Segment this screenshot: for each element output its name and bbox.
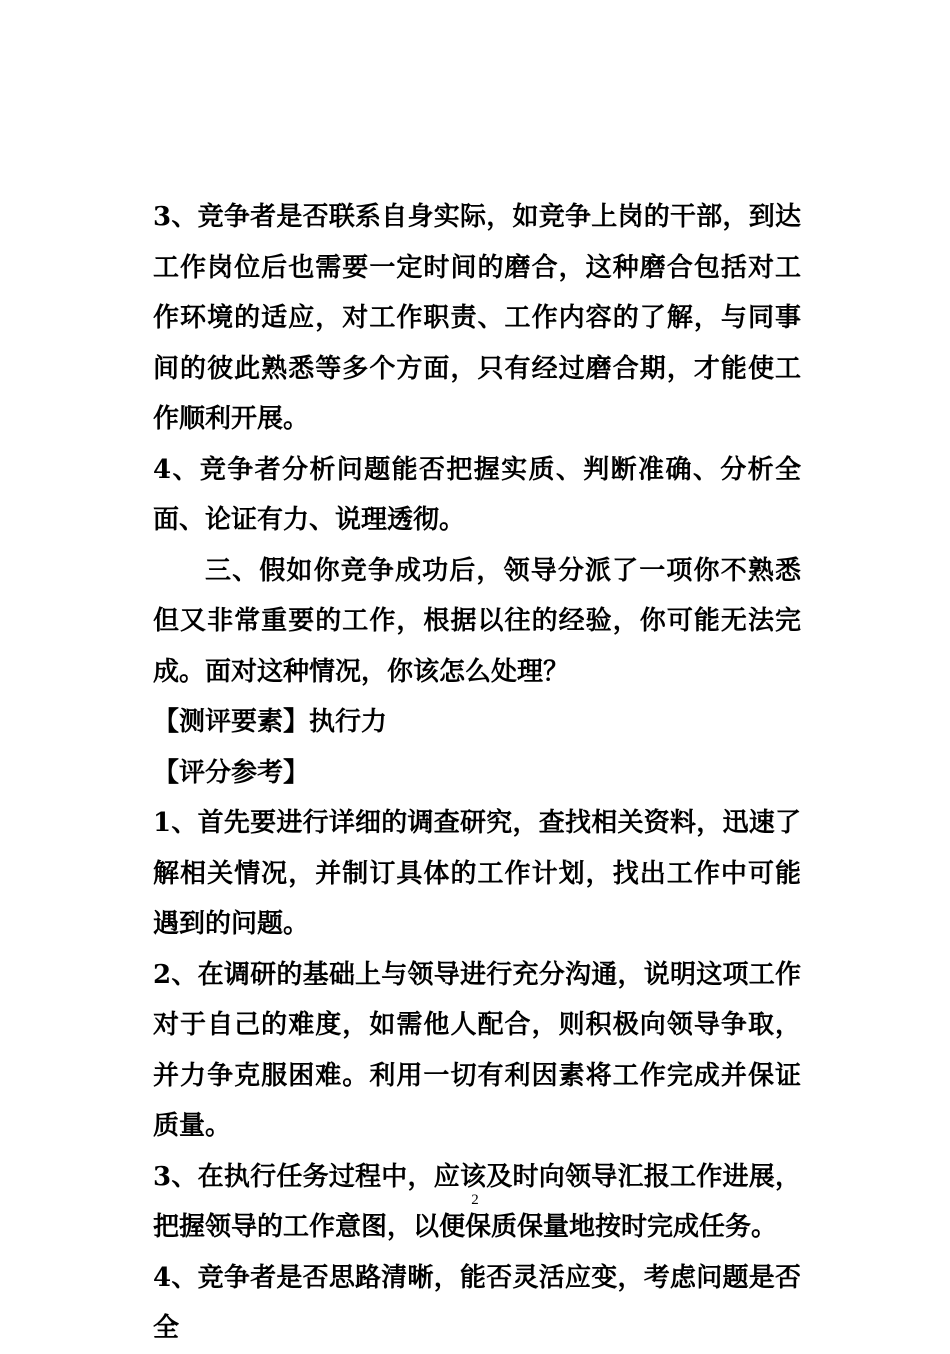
- paragraph-criterion-3: 3、竞争者是否联系自身实际，如竞争上岗的干部，到达工作岗位后也需要一定时间的磨合，这种磨合包括对工作环境的适应，对工作职责、工作内容的了解，与同事间的彼此熟悉等多个方面，只有经过磨合期，才能使工作顺利开展。: [153, 202, 801, 434]
- scoring-point-4: 4、竞争者是否思路清晰，能否灵活应变，考虑问题是否全: [153, 1262, 801, 1343]
- scoring-point-2: 2、在调研的基础上与领导进行充分沟通，说明这项工作对于自己的难度，如需他人配合，则积极向领导争取，并力争克服困难。利用一切有利因素将工作完成并保证质量。: [153, 959, 801, 1141]
- scoring-point-1: 1、首先要进行详细的调查研究，查找相关资料，迅速了解相关情况，并制订具体的工作计划，找出工作中可能遇到的问题。: [153, 808, 801, 939]
- document-body: [153, 192, 801, 1354]
- assessment-element-heading: 【测评要素】执行力: [153, 707, 388, 737]
- paragraph-criterion-4: 4、竞争者分析问题能否把握实质、判断准确、分析全面、论证有力、说理透彻。: [153, 454, 801, 535]
- question-three: 三、假如你竞争成功后，领导分派了一项你不熟悉但又非常重要的工作，根据以往的经验，你可能无法完成。面对这种情况，你该怎么处理？: [153, 555, 801, 687]
- scoring-point-3: 3、在执行任务过程中，应该及时向领导汇报工作进展，把握领导的工作意图，以便保质保量地按时完成任务。: [153, 1161, 801, 1242]
- page-number: 2: [471, 1192, 479, 1208]
- scoring-reference-heading: 【评分参考】: [153, 757, 310, 788]
